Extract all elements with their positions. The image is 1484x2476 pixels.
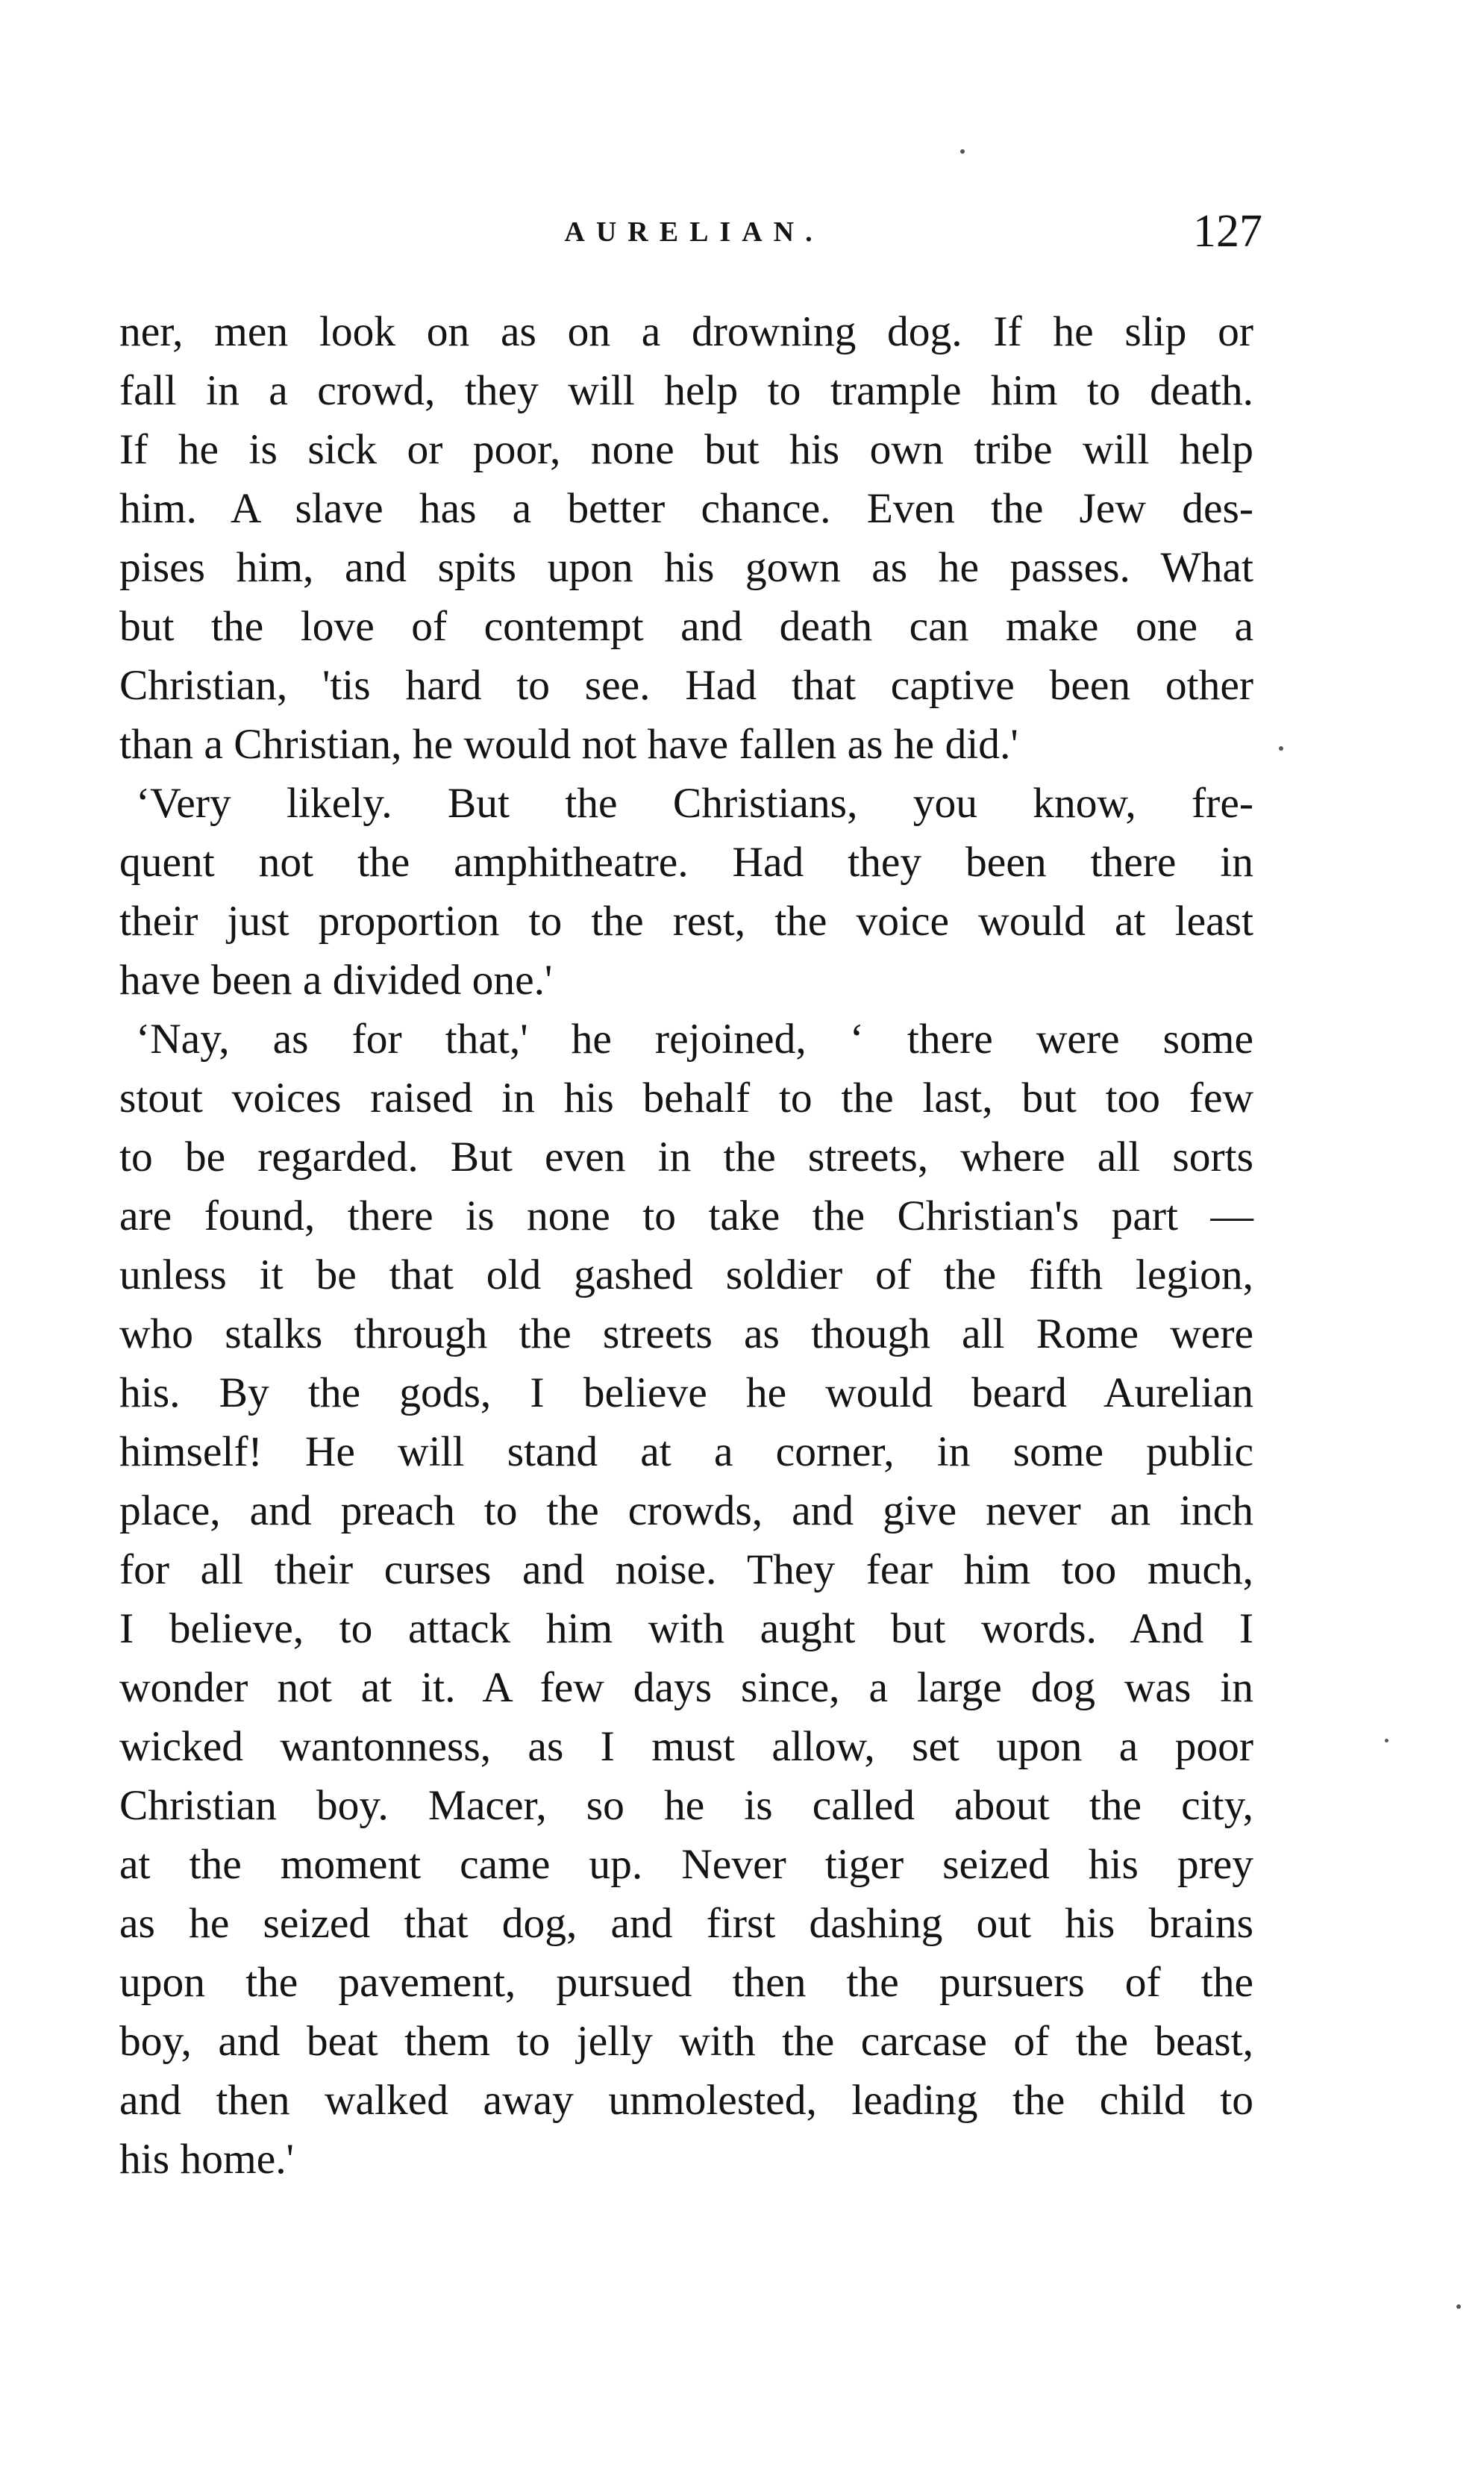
text-line: and then walked away unmolested, leading the child to	[119, 2077, 1253, 2124]
text-line: upon the pavement, pursued then the pursuers of the	[119, 1959, 1253, 2006]
text-line: Christian boy. Macer, so he is called about the city,	[119, 1782, 1253, 1829]
text-line: at the moment came up. Never tiger seized his prey	[119, 1841, 1253, 1888]
text-line: ner, men look on as on a drowning dog. If he slip or	[119, 308, 1253, 355]
text-line: to be regarded. But even in the streets, where all sorts	[119, 1134, 1253, 1181]
scan-speck	[960, 149, 965, 154]
text-line: are found, there is none to take the Christian's part —	[119, 1192, 1253, 1239]
text-line: pises him, and spits upon his gown as he passes. What	[119, 544, 1253, 591]
text-line: for all their curses and noise. They fear him too much,	[119, 1546, 1253, 1593]
running-head: AURELIAN.	[564, 216, 824, 248]
text-line: stout voices raised in his behalf to the last, but too few	[119, 1075, 1253, 1122]
body-text	[119, 302, 1253, 2189]
text-line: their just proportion to the rest, the voice would at least	[119, 898, 1253, 945]
text-line: I believe, to attack him with aught but words. And I	[119, 1605, 1253, 1652]
text-line: wicked wantonness, as I must allow, set upon a poor	[119, 1723, 1253, 1770]
text-line: have been a divided one.'	[119, 957, 553, 1004]
scan-speck	[1456, 2304, 1461, 2309]
text-line: but the love of contempt and death can make one a	[119, 603, 1253, 650]
scan-speck	[1279, 746, 1283, 751]
text-line: boy, and beat them to jelly with the carcase of the beast,	[119, 2018, 1253, 2065]
text-line: unless it be that old gashed soldier of the fifth legion,	[119, 1251, 1253, 1298]
text-line: Christian, 'tis hard to see. Had that captive been other	[119, 662, 1253, 709]
text-line: quent not the amphitheatre. Had they been there in	[119, 839, 1253, 886]
text-line: as he seized that dog, and first dashing out his brains	[119, 1900, 1253, 1947]
text-line: him. A slave has a better chance. Even the Jew des-	[119, 485, 1253, 532]
text-line: If he is sick or poor, none but his own tribe will help	[119, 426, 1253, 473]
text-line: himself! He will stand at a corner, in some public	[119, 1428, 1253, 1475]
text-line: wonder not at it. A few days since, a large dog was in	[119, 1664, 1253, 1711]
text-line: his home.'	[119, 2136, 294, 2183]
text-line: than a Christian, he would not have fallen as he did.'	[119, 721, 1018, 768]
text-line: who stalks through the streets as though all Rome were	[119, 1310, 1253, 1357]
text-line: ‘Nay, as for that,' he rejoined, ‘ there were some	[136, 1016, 1253, 1063]
text-line: place, and preach to the crowds, and give never an inch	[119, 1487, 1253, 1534]
text-line: his. By the gods, I believe he would beard Aurelian	[119, 1369, 1253, 1416]
page-header	[119, 205, 1262, 265]
text-line: fall in a crowd, they will help to trample him to death.	[119, 367, 1253, 414]
page-number: 127	[1193, 206, 1262, 257]
scan-speck	[1385, 1739, 1388, 1742]
text-line: ‘Very likely. But the Christians, you know, fre-	[136, 780, 1253, 827]
